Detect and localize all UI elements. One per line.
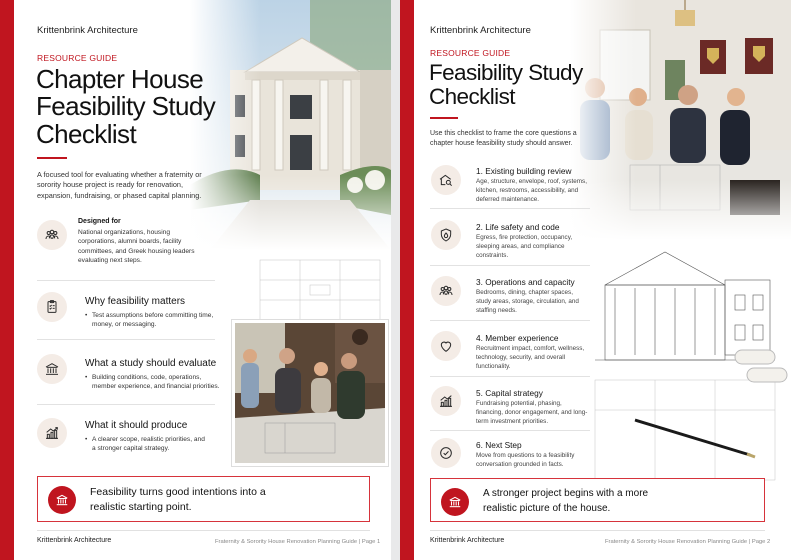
divider [430, 208, 590, 209]
checklist-item-desc: Egress, fire protection, occupancy, sleeping areas, and compliance constraints. [476, 234, 573, 259]
title-rule [430, 117, 458, 119]
title-line: Feasibility Study [36, 91, 216, 122]
building-icon [55, 493, 69, 507]
meeting-photo [570, 0, 791, 240]
title-line: Checklist [36, 118, 137, 149]
page-2 [400, 0, 791, 560]
checklist-item-desc: Fundraising potential, phasing, financing, donor engagement, and long-term investment priorities. [476, 400, 588, 425]
intro-text: A focused tool for evaluating whether a fraternity or sorority house project is ready for renovation, expansion, fundraising, or phased capital planning. [37, 170, 202, 200]
divider [430, 430, 590, 431]
title-line: Checklist [429, 83, 515, 109]
divider [430, 376, 590, 377]
divider [37, 404, 215, 405]
footer-page-info: Fraternity & Sorority House Renovation Planning Guide | Page 2 [605, 539, 771, 545]
bar-chart-icon [438, 393, 454, 409]
checklist-item-title: 6. Next Step [476, 440, 522, 450]
section-title: What a study should evaluate [85, 358, 217, 369]
divider [37, 339, 215, 340]
callout-text: Feasibility turns good intentions into a realistic starting point. [90, 486, 266, 514]
item-icon-wrap [431, 386, 461, 416]
people-icon [44, 227, 60, 243]
house-search-icon [438, 172, 454, 188]
footer-brand: Krittenbrink Architecture [37, 537, 112, 544]
brand-name: Krittenbrink Architecture [37, 25, 138, 36]
growth-chart-icon [44, 425, 60, 441]
designed-for-text: National organizations, housing corporations, alumni boards, facility committees, and Greek housing leaders evaluating next steps. [78, 229, 195, 265]
title-line: Chapter House [36, 64, 204, 94]
section-title: What it should produce [85, 420, 188, 431]
item-icon-wrap [431, 220, 461, 250]
callout-text: A stronger project begins with a more realistic picture of the house. [483, 488, 649, 514]
divider [430, 265, 590, 266]
kicker-label: RESOURCE GUIDE [430, 48, 511, 58]
item-icon-wrap [431, 165, 461, 195]
callout-badge [441, 488, 469, 516]
kicker-label: RESOURCE GUIDE [37, 53, 118, 63]
page-title [429, 61, 583, 108]
item-icon-wrap [431, 276, 461, 306]
brand-name: Krittenbrink Architecture [430, 25, 531, 36]
title-line: Feasibility Study [429, 60, 583, 85]
section-icon-wrap [37, 354, 67, 384]
callout-badge [48, 486, 76, 514]
checklist-item-title: 4. Member experience [476, 333, 559, 343]
checklist-item-title: 2. Life safety and code [476, 222, 560, 232]
footer-rule [37, 530, 370, 531]
accent-bar [0, 0, 14, 560]
checklist-item-title: 5. Capital strategy [476, 388, 543, 398]
section-bullet: • Building conditions, code, operations, member experience, and financial priorities. [92, 373, 220, 392]
footer-page-info: Fraternity & Sorority House Renovation Planning Guide | Page 1 [215, 539, 381, 545]
team-meeting-photo [232, 320, 388, 466]
checklist-item-title: 1. Existing building review [476, 166, 572, 176]
divider [430, 320, 590, 321]
people-icon [438, 283, 454, 299]
intro-text: Use this checklist to frame the core questions a chapter house feasibility study should answer. [430, 130, 577, 147]
footer-rule [430, 530, 765, 531]
building-icon [448, 495, 462, 509]
page-title [36, 66, 215, 148]
checklist-item-desc: Age, structure, envelope, roof, systems, kitchen, restrooms, accessibility, and deferred maintenance. [476, 178, 587, 203]
check-circle-icon [438, 445, 454, 461]
section-title: Why feasibility matters [85, 296, 186, 307]
checklist-item-desc: Recruitment impact, comfort, wellness, technology, security, and overall functionality. [476, 345, 585, 370]
divider [37, 280, 215, 281]
item-icon-wrap [431, 438, 461, 468]
checklist-item-title: 3. Operations and capacity [476, 277, 575, 287]
accent-bar [400, 0, 414, 560]
checklist-item-desc: Move from questions to a feasibility conversation grounded in facts. [476, 452, 575, 468]
building-icon [44, 361, 60, 377]
section-bullet: • Test assumptions before committing time, money, or messaging. [92, 311, 214, 330]
section-icon-wrap [37, 292, 67, 322]
footer-brand: Krittenbrink Architecture [430, 537, 505, 544]
item-icon-wrap [431, 331, 461, 361]
flame-shield-icon [438, 227, 454, 243]
heart-icon [438, 338, 454, 354]
title-rule [37, 157, 67, 159]
chapter-house-photo [190, 0, 391, 250]
checklist-item-desc: Bedrooms, dining, chapter spaces, study areas, storage, circulation, and staffing needs. [476, 289, 579, 314]
section-bullet: • A clearer scope, realistic priorities, and a stronger capital strategy. [92, 435, 210, 454]
designed-for-icon-wrap [37, 220, 67, 250]
callout-box [37, 476, 370, 522]
callout-box [430, 478, 765, 522]
page-1 [0, 0, 391, 560]
blueprint-illustration [190, 250, 391, 330]
designed-for-label: Designed for [78, 218, 121, 225]
checklist-icon [44, 299, 60, 315]
section-icon-wrap [37, 418, 67, 448]
